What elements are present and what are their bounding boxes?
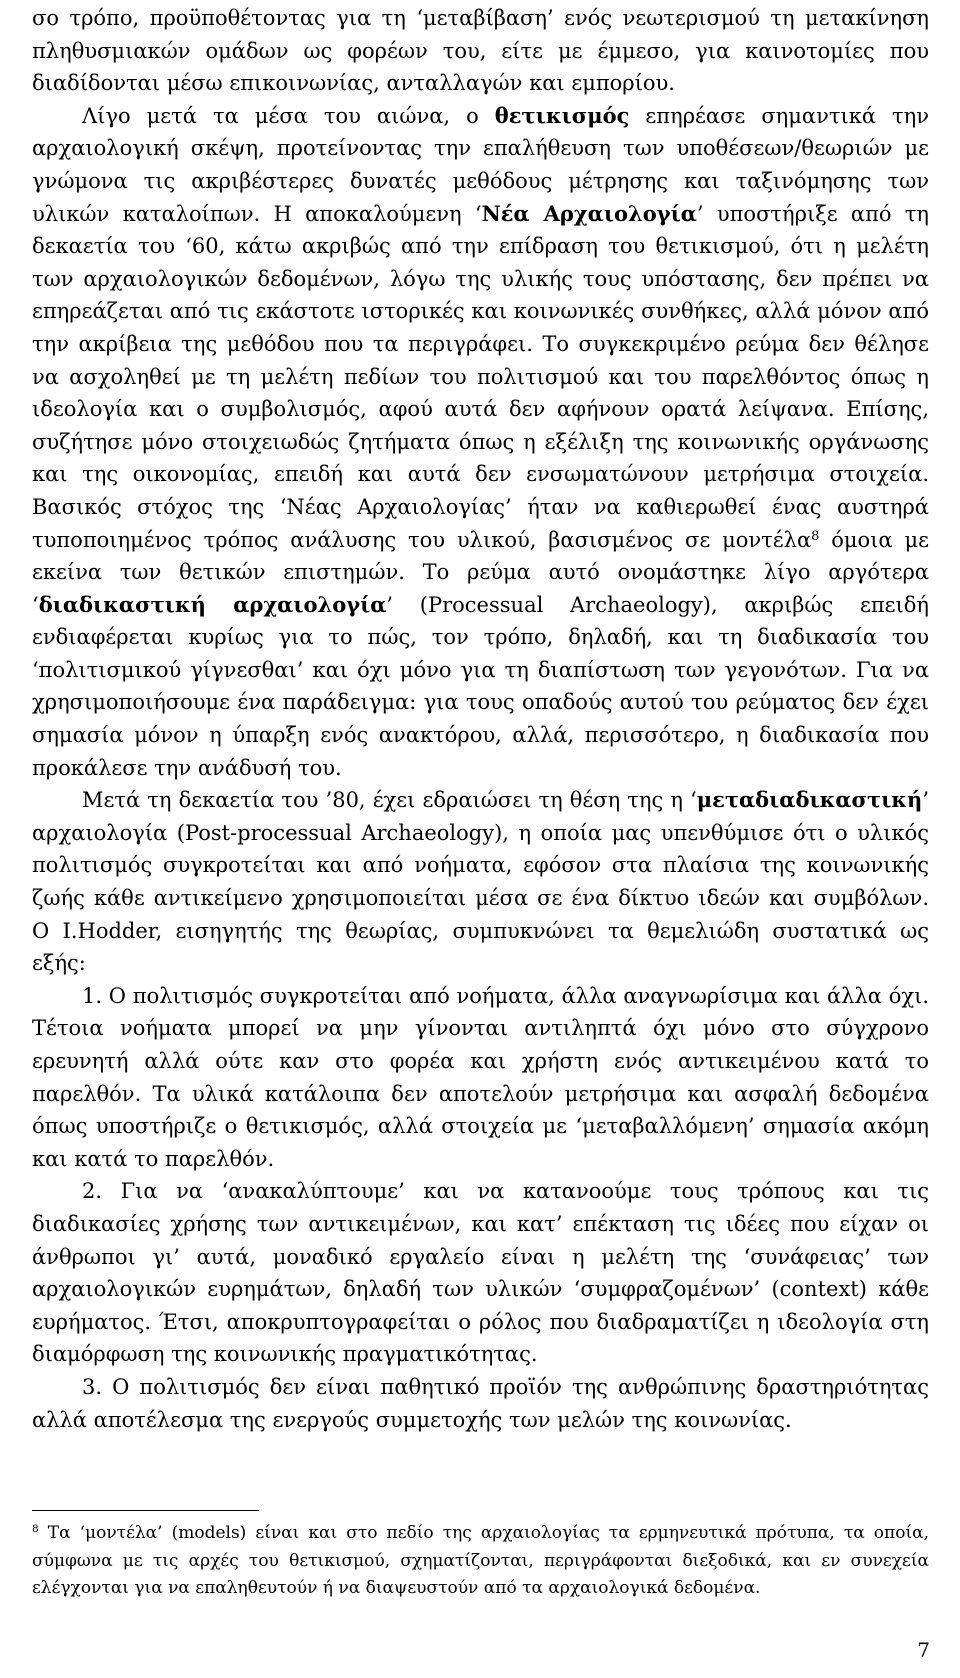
term-new-archaeology: Νέα Αρχαιολογία [481,200,697,226]
footnote-reference[interactable]: 8 [811,528,820,544]
paragraph-2-text-a: Λίγο μετά τα μέσα του αιώνα, ο [82,103,495,128]
page-number: 7 [917,1638,930,1662]
list-item: 3. Ο πολιτισμός δεν είναι παθητικό προϊόν της ανθρώπινης δραστηριότητας αλλά αποτέλεσμα της ενεργούς συμμετοχής των μελών της κοινωνίας. [32,1374,929,1432]
footnote-divider [32,1510,259,1511]
list-item: 1. Ο πολιτισμός συγκροτείται από νοήματα, άλλα αναγνωρίσιμα και άλλα όχι. Τέτοια νοήματα μπορεί να μην γίνονται αντιληπτά όχι μόνο στο σύγχρονο ερευνητή αλλά ούτε καν στο φορέα και χρήστη ενός αντικειμένου κατά το παρελθόν. Τα υλικά κατάλοιπα δεν αποτελούν μετρήσιμα και ασφαλή δεδομένα όπως υποστήριζε ο θετικισμός, αλλά στοιχεία με ‘μεταβαλλόμενη’ σημασία ακόμη και κατά το παρελθόν. [32,983,929,1171]
footnote [32,1520,929,1603]
paragraph-2-text-c: επηρέασε σημαντικά την αρχαιολογική σκέψη, προτείνοντας την επαλήθευση των υποθέσεων/θεωριών με γνώμονα τις ακριβέστερες δυνατές μεθόδους μέτρησης και ταξινόμησης των υλικών καταλοίπων. Η αποκαλούμενη ‘ [32,103,930,226]
paragraph-3-text-a: Μετά τη δεκαετία του ’80, έχει εδραιώσει τη θέση της η ‘ [82,788,697,813]
paragraph-1 [32,2,929,100]
term-post-processual: μεταδιαδικαστική [696,787,923,813]
footnote-text: Τα ‘μοντέλα’ (models) είναι και στο πεδίο της αρχαιολογίας τα ερμηνευτικά πρότυπα, τα οποία, σύμφωνα με τις αρχές του θετικισμού, σχηματίζονται, περιγράφονται διεξοδικά, και εν συνεχεία ελέγχονται για να επαληθευτούν ή να διαψευστούν από τα αρχαιολογικά δεδομένα. [32,1523,929,1598]
paragraph-2-text-e: ’ υποστήριξε από τη δεκαετία του ‘60, κάτω ακριβώς από την επίδραση του θετικισμού, ότι η μελέτη των αρχαιολογικών δεδομένων, λόγω της υλικής τους υπόστασης, δεν πρέπει να επηρεάζεται από τις εκάστοτε ιστορικές και κοινωνικές συνθήκες, αλλά μόνον από την ακρίβεια της μεθόδου που τα περιγράφει. Το συγκεκριμένο ρεύμα δεν θέλησε να ασχοληθεί με τη μελέτη πεδίων του πολιτισμού και του παρελθόντος όπως η ιδεολογία και ο συμβολισμός, αφού αυτά δεν αφήνουν ορατά λείψανα. Επίσης, συζήτησε μόνο στοιχειωδώς ζητήματα όπως η εξέλιξη της κοινωνικής οργάνωσης και της οικονομίας, επειδή και αυτά δεν ενσωματώνουν μετρήσιμα στοιχεία. Βασικός στόχος της ‘Νέας Αρχαιολογίας’ ήταν να καθιερωθεί ένας αυστηρά τυποποιημένος τρόπος ανάλυσης του υλικού, βασισμένος σε μοντέλα [32,201,929,552]
paragraph-3-text-c: ’ αρχαιολογία (Post-processual Archaeology), η οποία μας υπενθύμισε ότι ο υλικός πολιτισμός συγκροτείται και από νοήματα, εφόσον στα πλαίσια της κοινωνικής ζωής κάθε αντικείμενο χρησιμοποιείται μέσα σε ένα δίκτυο ιδεών και συμβόλων. Ο I.Hodder, εισηγητής της θεωρίας, συμπυκνώνει τα θεμελιώδη συστατικά ως εξής: [32,788,929,976]
paragraph-3 [32,784,929,980]
list-item: 2. Για να ‘ανακαλύπτουμε’ και να κατανοούμε τους τρόπους και τις διαδικασίες χρήσης των αντικειμένων, και κατ’ επέκταση τις ιδέες που είχαν οι άνθρωποι γι’ αυτά, μοναδικό εργαλείο είναι η μελέτη της ‘συνάφειας’ των αρχαιολογικών ευρημάτων, δηλαδή των υλικών ‘συμφραζομένων’ (context) κάθε ευρήματος. Έτσι, αποκρυπτογραφείται ο ρόλος που διαδραματίζει η ιδεολογία στη διαμόρφωση της κοινωνικής πραγματικότητας. [32,1179,929,1367]
paragraph-2-text-g: όμοια με εκείνα των θετικών επιστημών. Το ρεύμα αυτό ονομάστηκε λίγο αργότερα ‘ [32,527,929,617]
term-processual-archaeology: διαδικαστική αρχαιολογία [38,591,387,617]
main-text [32,2,929,1436]
paragraph-1-text: σο τρόπο, προϋποθέτοντας για τη ‘μεταβίβαση’ ενός νεωτερισμού τη μετακίνηση πληθυσμιακών ομάδων ως φορέων του, είτε με έμμεσο, για καινοτομίες που διαδίδονται μέσω επικοινωνίας, ανταλλαγών και εμπορίου. [32,6,929,96]
footnote-marker: 8 [32,1523,39,1536]
paragraph-2 [32,100,929,784]
paragraph-2-text-i: ’ (Processual Archaeology), ακριβώς επειδή ενδιαφέρεται κυρίως για το πώς, τον τρόπο, δηλαδή, και τη διαδικασία του ‘πολιτισμικού γίγνεσθαι’ και όχι μόνο για τη διαπίστωση των γεγονότων. Για να χρησιμοποιήσουμε ένα παράδειγμα: για τους οπαδούς αυτού του ρεύματος δεν έχει σημασία μόνον η ύπαρξη ενός ανακτόρου, αλλά, περισσότερο, η διαδικασία που προκάλεσε την ανάδυσή του. [32,592,929,780]
term-positivism: θετικισμός [494,102,630,128]
